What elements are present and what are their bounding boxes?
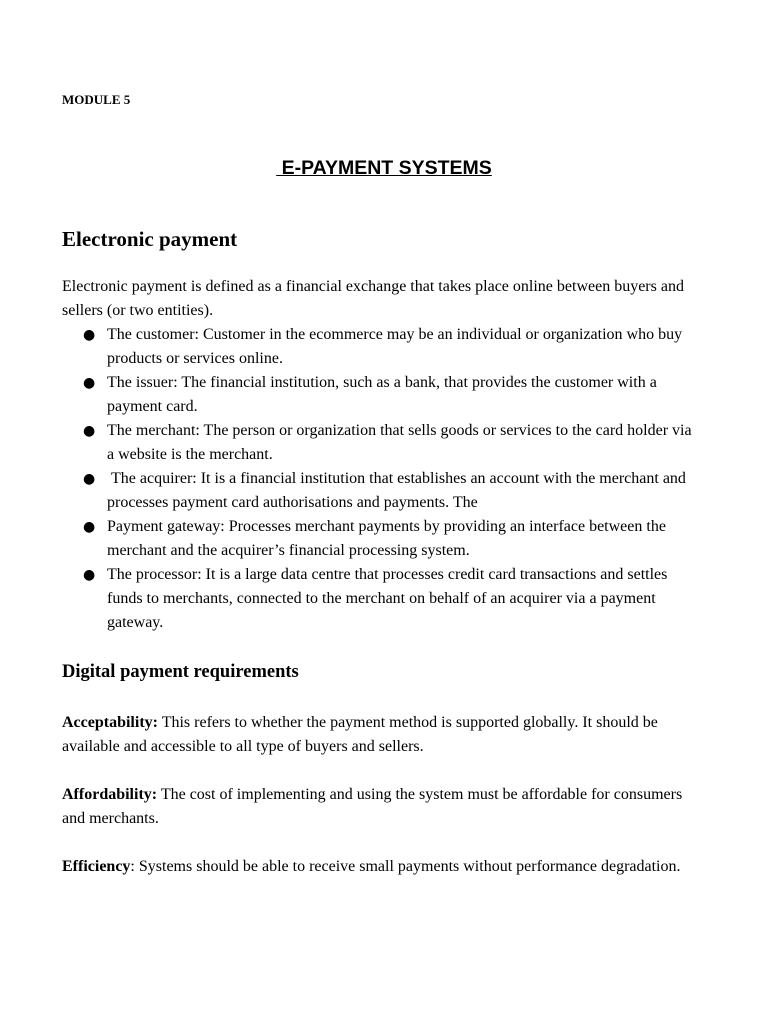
list-item-text: The merchant: The person or organization that sells goods or services to the card holder via a website is the merchant. [107, 422, 692, 463]
document-title: E-PAYMENT SYSTEMS [276, 157, 492, 179]
list-item [62, 371, 702, 419]
intro-paragraph: Electronic payment is defined as a financial exchange that takes place online between buyers and sellers (or two entities). [62, 278, 684, 319]
requirement-efficiency [62, 855, 707, 879]
requirement-text: This refers to whether the payment method is supported globally. It should be available and accessible to all type of buyers and sellers. [62, 714, 658, 755]
requirement-text: : Systems should be able to receive small payments without performance degradation. [130, 858, 681, 875]
requirement-acceptability [62, 711, 707, 759]
bullet-icon: ● [83, 519, 96, 535]
requirement-term: Affordability: [62, 786, 158, 803]
list-item [62, 515, 702, 563]
list-item-text: Payment gateway: Processes merchant payments by providing an interface between the merchant and the acquirer’s financial processing system. [107, 518, 666, 559]
bullet-icon: ● [83, 423, 96, 439]
list-item-text: The acquirer: It is a financial institution that establishes an account with the merchant and processes payment card authorisations and payments. The [107, 470, 690, 511]
section-heading-electronic-payment: Electronic payment [62, 227, 238, 251]
requirement-text: The cost of implementing and using the system must be affordable for consumers and merchants. [62, 786, 683, 827]
list-item-text: The processor: It is a large data centre that processes credit card transactions and settles funds to merchants, connected to the merchant on behalf of an acquirer via a payment gateway. [107, 566, 668, 631]
section-heading-digital-payment-requirements: Digital payment requirements [62, 662, 299, 682]
list-item [62, 467, 702, 515]
bullet-icon: ● [83, 471, 96, 487]
module-label: MODULE 5 [62, 92, 131, 107]
list-item-text: The customer: Customer in the ecommerce may be an individual or organization who buy products or services online. [107, 326, 683, 367]
participants-list [62, 323, 702, 635]
list-item [62, 563, 702, 635]
list-item [62, 419, 702, 467]
list-item [62, 323, 702, 371]
bullet-icon: ● [83, 375, 96, 391]
requirement-affordability [62, 783, 707, 831]
list-item-text: The issuer: The financial institution, such as a bank, that provides the customer with a payment card. [107, 374, 657, 415]
bullet-icon: ● [83, 567, 96, 583]
requirement-term: Efficiency [62, 858, 131, 875]
requirement-term: Acceptability: [62, 714, 158, 731]
bullet-icon: ● [83, 327, 96, 343]
